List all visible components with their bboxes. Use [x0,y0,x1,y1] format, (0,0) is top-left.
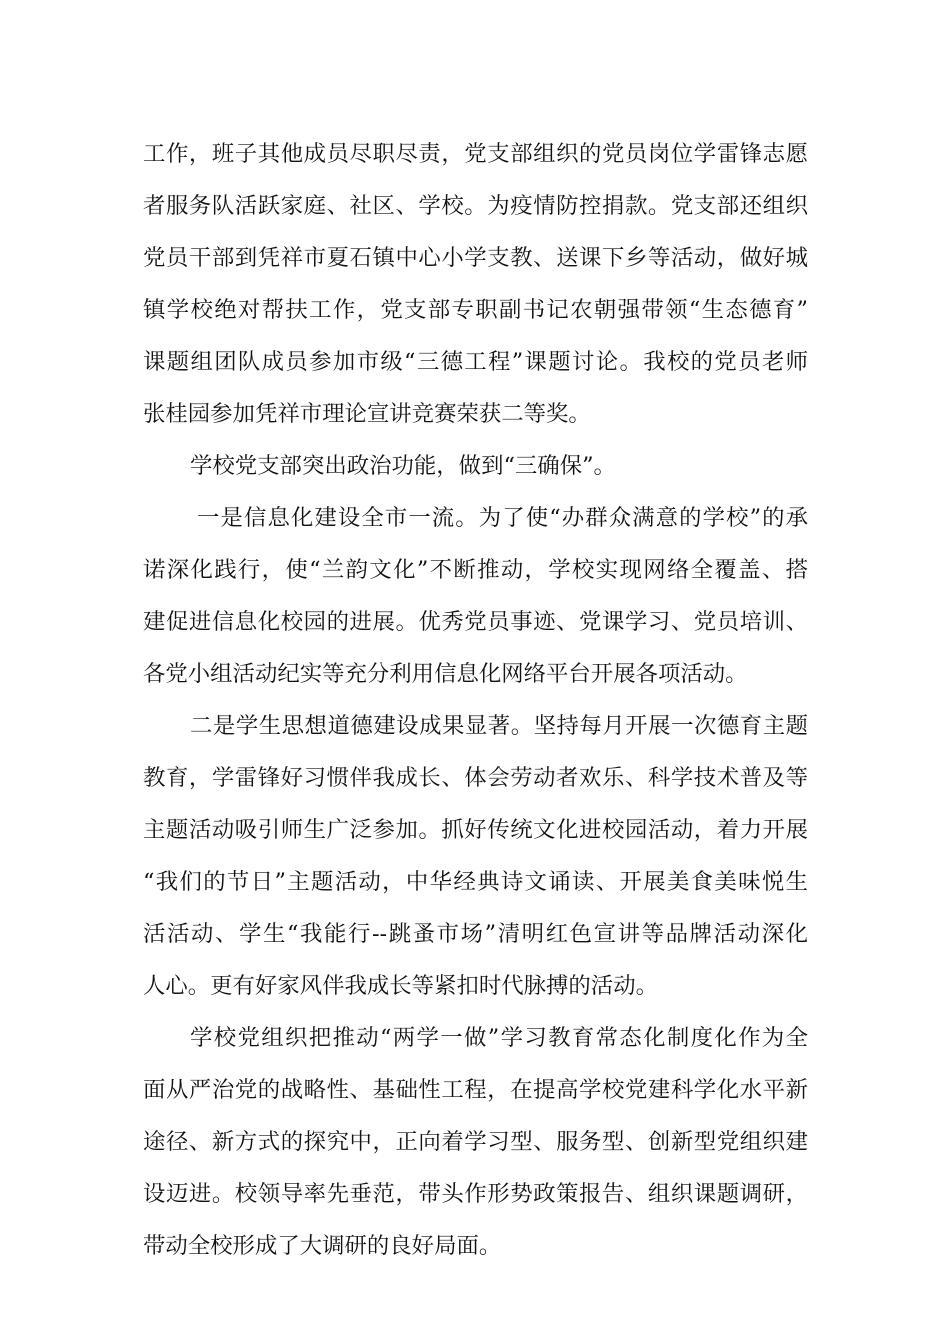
body-text [143,128,808,1272]
text-line: 张桂园参加凭祥市理论宣讲竞赛荣获二等奖。 [143,401,591,427]
paragraph-first-line: 学校党组织把推动“两学一做”学习教育常态化制度化作为全 [190,1025,808,1051]
text-line: 设迈进。校领导率先垂范，带头作形势政策报告、组织课题调研， [143,1181,808,1207]
text-line: 党员干部到凭祥市夏石镇中心小学支教、送课下乡等活动，做好城 [143,245,808,271]
text-line: 诺深化践行，使“兰韵文化”不断推动，学校实现网络全覆盖、搭 [143,557,808,583]
text-line: 带动全校形成了大调研的良好局面。 [143,1233,502,1259]
text-line: 者服务队活跃家庭、社区、学校。为疫情防控捐款。党支部还组织 [143,193,808,219]
text-line: 途径、新方式的探究中，正向着学习型、服务型、创新型党组织建 [143,1129,808,1155]
text-line: 主题活动吸引师生广泛参加。抓好传统文化进校园活动，着力开展 [143,817,808,843]
text-line: “我们的节日”主题活动，中华经典诗文诵读、开展美食美味悦生 [143,869,808,895]
paragraph-first-line: 学校党支部突出政治功能，做到“三确保”。 [190,453,616,479]
text-line: 活活动、学生“我能行--跳蚤市场”清明红色宣讲等品牌活动深化 [143,921,808,947]
text-line: 镇学校绝对帮扶工作，党支部专职副书记农朝强带领“生态德育” [143,297,808,323]
text-line: 人心。更有好家风伴我成长等紧扣时代脉搏的活动。 [143,973,658,999]
paragraph-first-line: 二是学生思想道德建设成果显著。坚持每月开展一次德育主题 [190,713,808,739]
paragraph-first-line: 一是信息化建设全市一流。为了使“办群众满意的学校”的承 [197,505,808,531]
text-line: 建促进信息化校园的进展。优秀党员事迹、党课学习、党员培训、 [143,609,808,635]
text-line: 工作，班子其他成员尽职尽责，党支部组织的党员岗位学雷锋志愿 [143,141,808,167]
text-line: 课题组团队成员参加市级“三德工程”课题讨论。我校的党员老师 [143,349,808,375]
text-line: 各党小组活动纪实等充分利用信息化网络平台开展各项活动。 [143,661,748,687]
text-line: 教育，学雷锋好习惯伴我成长、体会劳动者欢乐、科学技术普及等 [143,765,808,791]
text-line: 面从严治党的战略性、基础性工程，在提高学校党建科学化水平新 [143,1077,808,1103]
